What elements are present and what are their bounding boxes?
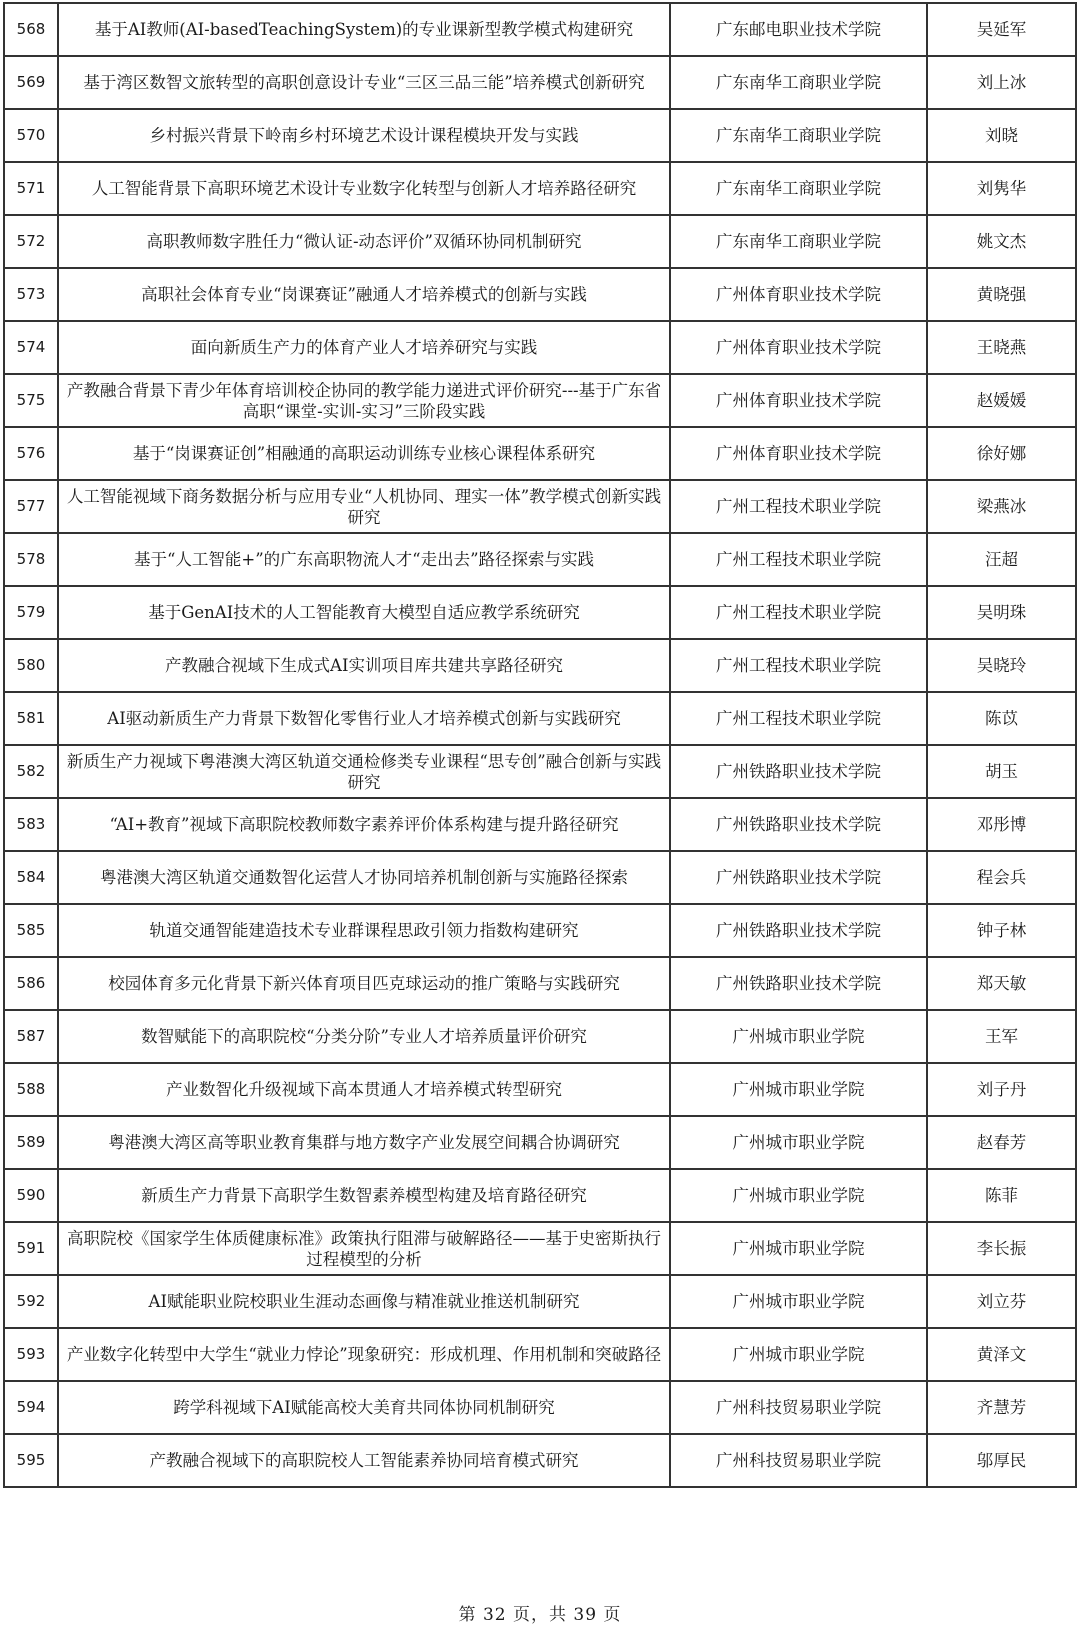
institution-cell: 广州城市职业学院 — [670, 1116, 927, 1169]
table-row — [4, 56, 1076, 109]
row-number-cell: 569 — [4, 56, 58, 109]
project-leader-cell: 吴明珠 — [927, 586, 1076, 639]
project-title-cell: AI赋能职业院校职业生涯动态画像与精准就业推送机制研究 — [58, 1275, 670, 1328]
table-row — [4, 109, 1076, 162]
project-leader-cell: 赵媛媛 — [927, 374, 1076, 427]
table-row — [4, 904, 1076, 957]
row-number-cell: 590 — [4, 1169, 58, 1222]
project-title-cell: “AI+教育”视域下高职院校教师数字素养评价体系构建与提升路径研究 — [58, 798, 670, 851]
project-leader-cell: 汪超 — [927, 533, 1076, 586]
project-leader-cell: 刘隽华 — [927, 162, 1076, 215]
row-number-cell: 588 — [4, 1063, 58, 1116]
project-title-cell: 基于AI教师(AI-basedTeachingSystem)的专业课新型教学模式构建研究 — [58, 3, 670, 56]
project-title-cell: AI驱动新质生产力背景下数智化零售行业人才培养模式创新与实践研究 — [58, 692, 670, 745]
page-number-footer: 第 32 页，共 39 页 — [458, 1605, 622, 1625]
institution-cell: 广州铁路职业技术学院 — [670, 957, 927, 1010]
project-title-cell: 产业数字化转型中大学生“就业力悖论”现象研究：形成机理、作用机制和突破路径 — [58, 1328, 670, 1381]
institution-cell: 广州铁路职业技术学院 — [670, 904, 927, 957]
row-number-cell: 578 — [4, 533, 58, 586]
row-number-cell: 571 — [4, 162, 58, 215]
project-title-cell: 粤港澳大湾区轨道交通数智化运营人才协同培养机制创新与实施路径探索 — [58, 851, 670, 904]
table-row — [4, 851, 1076, 904]
row-number-cell: 591 — [4, 1222, 58, 1275]
project-leader-cell: 赵春芳 — [927, 1116, 1076, 1169]
project-leader-cell: 吴晓玲 — [927, 639, 1076, 692]
institution-cell: 广州城市职业学院 — [670, 1275, 927, 1328]
row-number-cell: 581 — [4, 692, 58, 745]
project-title-cell: 基于湾区数智文旅转型的高职创意设计专业“三区三品三能”培养模式创新研究 — [58, 56, 670, 109]
row-number-cell: 592 — [4, 1275, 58, 1328]
institution-cell: 广州城市职业学院 — [670, 1063, 927, 1116]
table-row — [4, 1434, 1076, 1487]
institution-cell: 广州城市职业学院 — [670, 1010, 927, 1063]
project-title-cell: 人工智能背景下高职环境艺术设计专业数字化转型与创新人才培养路径研究 — [58, 162, 670, 215]
project-leader-cell: 姚文杰 — [927, 215, 1076, 268]
project-title-cell: 产教融合视域下生成式AI实训项目库共建共享路径研究 — [58, 639, 670, 692]
project-title-cell: 校园体育多元化背景下新兴体育项目匹克球运动的推广策略与实践研究 — [58, 957, 670, 1010]
project-leader-cell: 刘立芬 — [927, 1275, 1076, 1328]
row-number-cell: 580 — [4, 639, 58, 692]
project-title-cell: 高职教师数字胜任力“微认证-动态评价”双循环协同机制研究 — [58, 215, 670, 268]
project-leader-cell: 陈苡 — [927, 692, 1076, 745]
row-number-cell: 582 — [4, 745, 58, 798]
table-row — [4, 1010, 1076, 1063]
institution-cell: 广州城市职业学院 — [670, 1328, 927, 1381]
project-title-cell: 新质生产力视域下粤港澳大湾区轨道交通检修类专业课程“思专创”融合创新与实践研究 — [58, 745, 670, 798]
institution-cell: 广东南华工商职业学院 — [670, 109, 927, 162]
table-row — [4, 745, 1076, 798]
institution-cell: 广州城市职业学院 — [670, 1222, 927, 1275]
institution-cell: 广州体育职业技术学院 — [670, 427, 927, 480]
table-row — [4, 427, 1076, 480]
project-leader-cell: 齐慧芳 — [927, 1381, 1076, 1434]
institution-cell: 广州铁路职业技术学院 — [670, 745, 927, 798]
table-row — [4, 798, 1076, 851]
project-leader-cell: 邬厚民 — [927, 1434, 1076, 1487]
project-title-cell: 乡村振兴背景下岭南乡村环境艺术设计课程模块开发与实践 — [58, 109, 670, 162]
project-title-cell: 跨学科视域下AI赋能高校大美育共同体协同机制研究 — [58, 1381, 670, 1434]
project-title-cell: 高职院校《国家学生体质健康标准》政策执行阻滞与破解路径——基于史密斯执行过程模型的分析 — [58, 1222, 670, 1275]
institution-cell: 广州工程技术职业学院 — [670, 586, 927, 639]
project-list-table — [3, 2, 1077, 1488]
table-row — [4, 321, 1076, 374]
table-row — [4, 1381, 1076, 1434]
project-leader-cell: 李长振 — [927, 1222, 1076, 1275]
table-row — [4, 1169, 1076, 1222]
project-leader-cell: 王晓燕 — [927, 321, 1076, 374]
row-number-cell: 595 — [4, 1434, 58, 1487]
row-number-cell: 593 — [4, 1328, 58, 1381]
project-title-cell: 数智赋能下的高职院校“分类分阶”专业人才培养质量评价研究 — [58, 1010, 670, 1063]
table-row — [4, 374, 1076, 427]
project-title-cell: 轨道交通智能建造技术专业群课程思政引领力指数构建研究 — [58, 904, 670, 957]
project-leader-cell: 胡玉 — [927, 745, 1076, 798]
project-leader-cell: 徐好娜 — [927, 427, 1076, 480]
project-title-cell: 产教融合背景下青少年体育培训校企协同的教学能力递进式评价研究---基于广东省高职“课堂-实训-实习”三阶段实践 — [58, 374, 670, 427]
project-leader-cell: 郑天敏 — [927, 957, 1076, 1010]
institution-cell: 广州工程技术职业学院 — [670, 533, 927, 586]
project-title-cell: 产教融合视域下的高职院校人工智能素养协同培育模式研究 — [58, 1434, 670, 1487]
project-title-cell: 人工智能视域下商务数据分析与应用专业“人机协同、理实一体”教学模式创新实践研究 — [58, 480, 670, 533]
table-row — [4, 639, 1076, 692]
project-title-cell: 产业数智化升级视域下高本贯通人才培养模式转型研究 — [58, 1063, 670, 1116]
row-number-cell: 587 — [4, 1010, 58, 1063]
project-title-cell: 基于“岗课赛证创”相融通的高职运动训练专业核心课程体系研究 — [58, 427, 670, 480]
institution-cell: 广州体育职业技术学院 — [670, 321, 927, 374]
table-row — [4, 268, 1076, 321]
institution-cell: 广州体育职业技术学院 — [670, 268, 927, 321]
project-title-cell: 粤港澳大湾区高等职业教育集群与地方数字产业发展空间耦合协调研究 — [58, 1116, 670, 1169]
institution-cell: 广州工程技术职业学院 — [670, 639, 927, 692]
table-row — [4, 1275, 1076, 1328]
row-number-cell: 589 — [4, 1116, 58, 1169]
project-leader-cell: 刘子丹 — [927, 1063, 1076, 1116]
institution-cell: 广州工程技术职业学院 — [670, 480, 927, 533]
row-number-cell: 577 — [4, 480, 58, 533]
row-number-cell: 579 — [4, 586, 58, 639]
project-leader-cell: 黄晓强 — [927, 268, 1076, 321]
row-number-cell: 586 — [4, 957, 58, 1010]
project-leader-cell: 陈菲 — [927, 1169, 1076, 1222]
row-number-cell: 583 — [4, 798, 58, 851]
project-leader-cell: 程会兵 — [927, 851, 1076, 904]
project-leader-cell: 吴延军 — [927, 3, 1076, 56]
row-number-cell: 575 — [4, 374, 58, 427]
project-leader-cell: 邓彤博 — [927, 798, 1076, 851]
table-row — [4, 3, 1076, 56]
table-row — [4, 1328, 1076, 1381]
institution-cell: 广州铁路职业技术学院 — [670, 798, 927, 851]
table-row — [4, 1116, 1076, 1169]
table-row — [4, 586, 1076, 639]
row-number-cell: 585 — [4, 904, 58, 957]
project-list-body — [4, 3, 1076, 1487]
row-number-cell: 594 — [4, 1381, 58, 1434]
table-row — [4, 1063, 1076, 1116]
project-leader-cell: 刘晓 — [927, 109, 1076, 162]
row-number-cell: 570 — [4, 109, 58, 162]
table-row — [4, 692, 1076, 745]
institution-cell: 广东邮电职业技术学院 — [670, 3, 927, 56]
institution-cell: 广州城市职业学院 — [670, 1169, 927, 1222]
table-row — [4, 215, 1076, 268]
project-title-cell: 基于“人工智能+”的广东高职物流人才“走出去”路径探索与实践 — [58, 533, 670, 586]
row-number-cell: 568 — [4, 3, 58, 56]
institution-cell: 广州科技贸易职业学院 — [670, 1381, 927, 1434]
row-number-cell: 573 — [4, 268, 58, 321]
institution-cell: 广州铁路职业技术学院 — [670, 851, 927, 904]
project-title-cell: 高职社会体育专业“岗课赛证”融通人才培养模式的创新与实践 — [58, 268, 670, 321]
table-row — [4, 162, 1076, 215]
table-row — [4, 1222, 1076, 1275]
institution-cell: 广州科技贸易职业学院 — [670, 1434, 927, 1487]
project-title-cell: 新质生产力背景下高职学生数智素养模型构建及培育路径研究 — [58, 1169, 670, 1222]
project-leader-cell: 黄泽文 — [927, 1328, 1076, 1381]
institution-cell: 广州工程技术职业学院 — [670, 692, 927, 745]
project-title-cell: 基于GenAI技术的人工智能教育大模型自适应教学系统研究 — [58, 586, 670, 639]
row-number-cell: 574 — [4, 321, 58, 374]
project-leader-cell: 刘上冰 — [927, 56, 1076, 109]
institution-cell: 广东南华工商职业学院 — [670, 215, 927, 268]
table-row — [4, 480, 1076, 533]
table-row — [4, 533, 1076, 586]
institution-cell: 广东南华工商职业学院 — [670, 162, 927, 215]
table-row — [4, 957, 1076, 1010]
project-leader-cell: 王军 — [927, 1010, 1076, 1063]
row-number-cell: 584 — [4, 851, 58, 904]
institution-cell: 广州体育职业技术学院 — [670, 374, 927, 427]
project-title-cell: 面向新质生产力的体育产业人才培养研究与实践 — [58, 321, 670, 374]
row-number-cell: 572 — [4, 215, 58, 268]
institution-cell: 广东南华工商职业学院 — [670, 56, 927, 109]
project-leader-cell: 钟子林 — [927, 904, 1076, 957]
project-leader-cell: 梁燕冰 — [927, 480, 1076, 533]
row-number-cell: 576 — [4, 427, 58, 480]
